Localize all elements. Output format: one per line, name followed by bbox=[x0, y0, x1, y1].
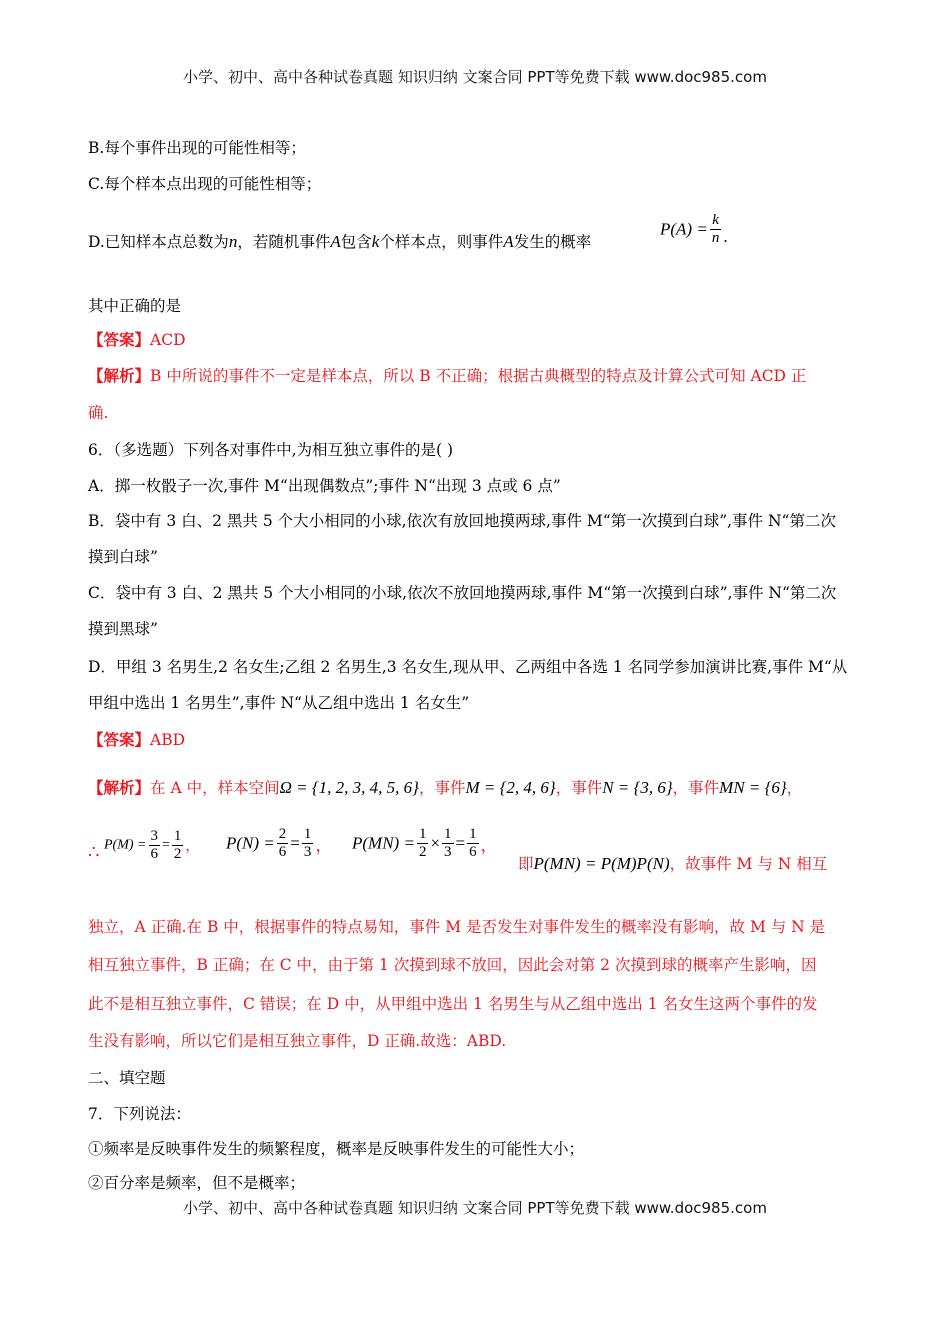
comma-2: ， bbox=[315, 836, 333, 856]
q5-analysis-line-1 bbox=[88, 366, 806, 386]
analysis-line-2-tail: ，故事件 M 与 N 相互 bbox=[669, 855, 828, 873]
q6-option-d-line-2: 甲组中选出 1 名男生”,事件 N“从乙组中选出 1 名女生” bbox=[88, 694, 470, 712]
answer-tag: 【答案】 bbox=[88, 730, 151, 749]
omega-set: Ω = {1, 2, 3, 4, 5, 6} bbox=[279, 778, 419, 797]
pmn-d1: 2 bbox=[418, 844, 427, 860]
q5-option-c: C.每个样本点出现的可能性相等； bbox=[88, 175, 322, 193]
comma-1: ， bbox=[185, 838, 200, 855]
therefore-symbol: ∴ bbox=[88, 842, 100, 863]
formula-num: k bbox=[712, 212, 719, 228]
q5-d-text-1: D.已知样本点总数为 bbox=[88, 233, 229, 251]
analysis-text-4: ，事件 bbox=[672, 779, 720, 797]
q6-option-a: A．掷一枚骰子一次,事件 M“出现偶数点”;事件 N“出现 3 点或 6 点” bbox=[88, 477, 561, 495]
q7-stem: 7．下列说法： bbox=[88, 1105, 191, 1123]
pm-eq: = bbox=[162, 837, 170, 853]
independence-conclusion bbox=[518, 852, 827, 874]
ji-text: 即 bbox=[518, 855, 534, 873]
pn-lhs: P(N) = bbox=[226, 833, 275, 853]
pm-d2: 2 bbox=[173, 846, 182, 862]
q6-option-b-line-1: B．袋中有 3 白、2 黑共 5 个大小相同的小球,依次有放回地摸两球,事件 M“第一次摸到白球”,事件 N“第二次 bbox=[88, 512, 836, 530]
q5-probability-formula bbox=[660, 212, 728, 247]
analysis-text-1: 在 A 中，样本空间 bbox=[150, 779, 280, 797]
event-n-set bbox=[602, 778, 672, 797]
q7-item-1: ①频率是反映事件发生的频繁程度，概率是反映事件发生的可能性大小； bbox=[88, 1140, 585, 1158]
pn-eq: = bbox=[290, 833, 300, 853]
m-set: M = {2, 4, 6} bbox=[465, 778, 556, 797]
q6-option-c-line-1: C．袋中有 3 白、2 黑共 5 个大小相同的小球,依次不放回地摸两球,事件 M“第一次摸到白球”,事件 N“第二次 bbox=[88, 584, 837, 602]
formula-fraction bbox=[710, 212, 722, 247]
q6-option-d-line-1: D．甲组 3 名男生,2 名女生;乙组 2 名男生,3 名女生,现从甲、乙两组中各选 1 名同学参加演讲比赛,事件 M“从 bbox=[88, 658, 848, 676]
pmn-lhs: P(MN) = bbox=[352, 833, 415, 853]
pm-frac-2 bbox=[172, 828, 184, 863]
pmn-n1: 1 bbox=[418, 826, 427, 842]
answer-value: ACD bbox=[150, 331, 186, 349]
pn-n2: 1 bbox=[303, 826, 312, 842]
page-header: 小学、初中、高中各种试卷真题 知识归纳 文案合同 PPT等免费下载 www.doc985.com bbox=[183, 68, 767, 86]
q5-stem-tail: 其中正确的是 bbox=[88, 297, 182, 315]
sample-space bbox=[280, 778, 419, 797]
section-heading-fill-in: 二、填空题 bbox=[88, 1069, 166, 1087]
q5-d-n: n bbox=[228, 232, 238, 251]
pn-frac-2 bbox=[302, 826, 314, 861]
q6-stem: 6．（多选题）下列各对事件中,为相互独立事件的是( ) bbox=[88, 441, 454, 459]
answer-tag: 【答案】 bbox=[88, 330, 151, 349]
product-formula: P(MN) = P(M)P(N) bbox=[533, 854, 670, 873]
pn-d1: 6 bbox=[278, 844, 287, 860]
q5-d-a2: A bbox=[503, 232, 514, 251]
n-set: N = {3, 6} bbox=[602, 778, 673, 797]
q5-d-text-4: 个样本点，则事件 bbox=[379, 233, 504, 251]
analysis-text-5: ， bbox=[786, 779, 803, 797]
q5-option-d bbox=[88, 232, 591, 252]
pmn-d2: 3 bbox=[444, 844, 452, 860]
q6-analysis-line-6: 生没有影响，所以它们是相互独立事件，D 正确.故选：ABD. bbox=[88, 1032, 507, 1050]
pmn-eq: = bbox=[455, 833, 466, 853]
analysis-text-2: ，事件 bbox=[418, 779, 466, 797]
pmn-times: × bbox=[430, 833, 441, 853]
analysis-text-3: ，事件 bbox=[555, 779, 603, 797]
mn-set: MN = {6} bbox=[719, 778, 787, 797]
formula-lhs: P(A) = bbox=[660, 219, 708, 239]
q7-item-2: ②百分率是频率，但不是概率； bbox=[88, 1174, 306, 1192]
q6-answer bbox=[88, 730, 185, 750]
event-mn-set bbox=[719, 778, 787, 797]
pmn-formula bbox=[352, 826, 498, 861]
q5-answer bbox=[88, 330, 186, 350]
pn-frac-1 bbox=[277, 826, 289, 861]
q5-d-text-2: ，若随机事件 bbox=[237, 233, 331, 251]
pm-frac-1 bbox=[149, 828, 161, 863]
pmn-frac-1 bbox=[417, 826, 429, 861]
analysis-text: B 中所说的事件不一定是样本点，所以 B 不正确；根据古典概型的特点及计算公式可知 ACD 正 bbox=[150, 367, 807, 385]
pmn-d3: 6 bbox=[469, 844, 477, 860]
analysis-tag: 【解析】 bbox=[88, 778, 151, 797]
pm-n2: 1 bbox=[173, 828, 182, 844]
page-footer: 小学、初中、高中各种试卷真题 知识归纳 文案合同 PPT等免费下载 www.doc985.com bbox=[183, 1199, 767, 1217]
q6-option-b-line-2: 摸到白球” bbox=[88, 548, 158, 566]
pmn-frac-3 bbox=[467, 826, 479, 861]
analysis-tag: 【解析】 bbox=[88, 366, 151, 385]
q6-analysis-line-4: 相互独立事件，B 正确；在 C 中，由于第 1 次摸到球不放回，因此会对第 2 次摸到球的概率产生影响，因 bbox=[88, 956, 817, 974]
pmn-n2: 1 bbox=[444, 826, 452, 842]
q5-option-b: B.每个事件出现的可能性相等； bbox=[88, 139, 306, 157]
formula-end: . bbox=[723, 227, 728, 246]
pn-d2: 3 bbox=[303, 844, 312, 860]
q6-option-c-line-2: 摸到黑球” bbox=[88, 620, 158, 638]
pmn-frac-2 bbox=[442, 826, 454, 861]
pmn-n3: 1 bbox=[469, 826, 477, 842]
comma-3: ， bbox=[480, 836, 498, 856]
pn-formula bbox=[226, 826, 332, 861]
pm-lhs: P(M) = bbox=[104, 837, 147, 853]
pm-d1: 6 bbox=[150, 846, 158, 862]
pn-n1: 2 bbox=[278, 826, 287, 842]
pm-n1: 3 bbox=[150, 828, 158, 844]
q6-analysis-line-1 bbox=[88, 778, 802, 798]
q5-analysis-line-2: 确. bbox=[88, 404, 109, 422]
q6-analysis-line-5: 此不是相互独立事件，C 错误；在 D 中，从甲组中选出 1 名男生与从乙组中选出 1 名女生这两个事件的发 bbox=[88, 995, 818, 1013]
answer-value: ABD bbox=[150, 731, 186, 749]
event-m-set bbox=[465, 778, 555, 797]
pm-formula bbox=[104, 828, 199, 863]
formula-den: n bbox=[711, 230, 720, 246]
q5-d-k: k bbox=[371, 232, 380, 251]
q5-d-text-5: 发生的概率 bbox=[513, 233, 592, 251]
q5-d-a1: A bbox=[330, 232, 341, 251]
q5-d-text-3: 包含 bbox=[340, 233, 372, 251]
q6-analysis-line-3: 独立，A 正确.在 B 中，根据事件的特点易知，事件 M 是否发生对事件发生的概率没有影响，故 M 与 N 是 bbox=[88, 918, 826, 936]
